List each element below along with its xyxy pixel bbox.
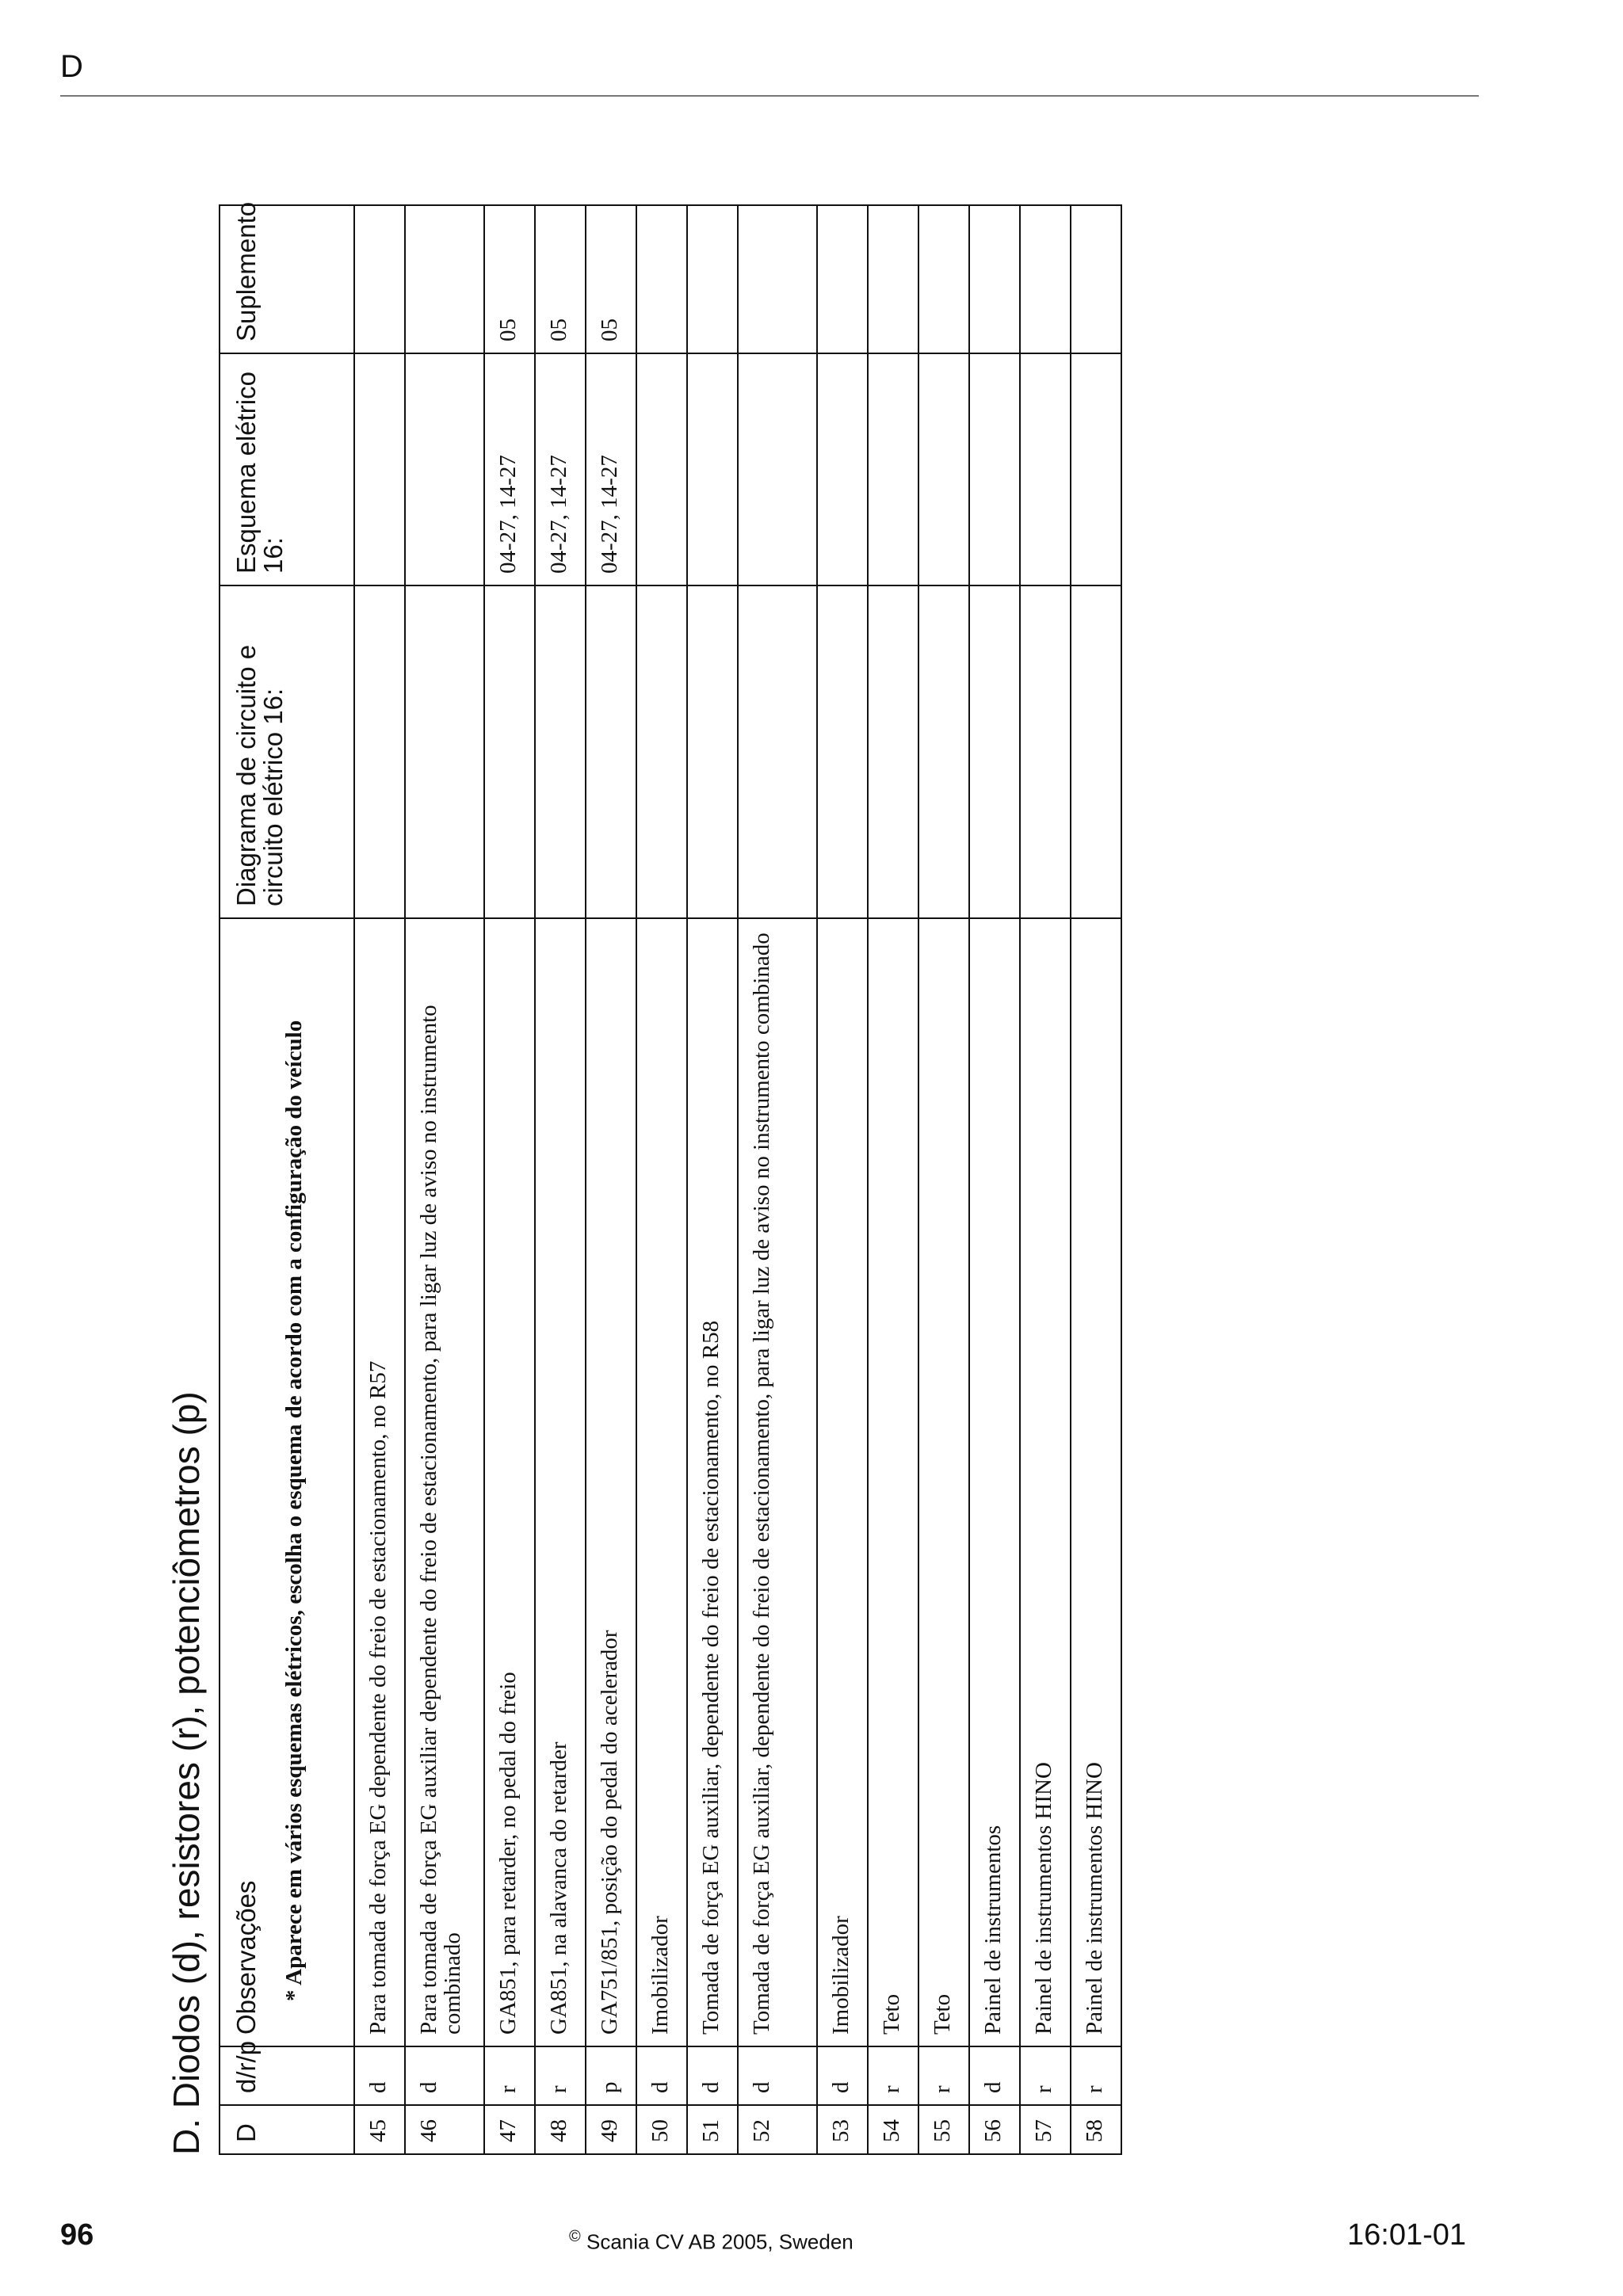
cell-diagrama: [354, 585, 405, 918]
cell-d: 54: [868, 2105, 918, 2154]
col-header-diagrama: Diagrama de circuito e circuito elétrico 16:: [220, 585, 354, 918]
cell-drp: r: [535, 2046, 586, 2105]
cell-diagrama: [868, 585, 918, 918]
table-row: [586, 205, 636, 2154]
cell-suplemento: [636, 205, 687, 353]
cell-suplemento: [1071, 205, 1121, 353]
table-body: [354, 205, 1121, 2154]
cell-observacoes: Para tomada de força EG dependente do freio de estacionamento, no R57: [354, 918, 405, 2046]
cell-observacoes: Painel de instrumentos HINO: [1071, 918, 1121, 2046]
col-header-suplemento: Suplemento: [220, 205, 354, 353]
cell-d: 57: [1020, 2105, 1071, 2154]
cell-suplemento: [918, 205, 969, 353]
cell-esquema: [354, 353, 405, 585]
table-header-row: [220, 205, 354, 2154]
cell-suplemento: 05: [484, 205, 535, 353]
table-row: [354, 205, 405, 2154]
copyright-symbol: ©: [569, 2228, 581, 2245]
cell-diagrama: [636, 585, 687, 918]
cell-drp: d: [405, 2046, 484, 2105]
cell-drp: r: [918, 2046, 969, 2105]
cell-drp: r: [868, 2046, 918, 2105]
cell-esquema: [918, 353, 969, 585]
components-table: [219, 201, 1122, 2155]
cell-observacoes: GA851, para retarder, no pedal do freio: [484, 918, 535, 2046]
cell-drp: p: [586, 2046, 636, 2105]
cell-diagrama: [1020, 585, 1071, 918]
cell-suplemento: [738, 205, 817, 353]
cell-diagrama: [535, 585, 586, 918]
cell-observacoes: Tomada de força EG auxiliar, dependente do freio de estacionamento, para ligar luz de aviso no instrumento combinado: [738, 918, 817, 2046]
cell-observacoes: Painel de instrumentos: [969, 918, 1020, 2046]
cell-drp: d: [738, 2046, 817, 2105]
cell-suplemento: [354, 205, 405, 353]
cell-suplemento: [405, 205, 484, 353]
cell-diagrama: [484, 585, 535, 918]
cell-esquema: [1071, 353, 1121, 585]
cell-d: 49: [586, 2105, 636, 2154]
cell-observacoes: Teto: [868, 918, 918, 2046]
table-row: [868, 205, 918, 2154]
cell-observacoes: Para tomada de força EG auxiliar dependente do freio de estacionamento, para ligar luz de aviso no instrumento combinado: [405, 918, 484, 2046]
cell-drp: d: [354, 2046, 405, 2105]
cell-d: 53: [817, 2105, 868, 2154]
cell-d: 46: [405, 2105, 484, 2154]
table-row: [1020, 205, 1071, 2154]
cell-drp: r: [1071, 2046, 1121, 2105]
cell-d: 45: [354, 2105, 405, 2154]
cell-suplemento: [817, 205, 868, 353]
header-section-letter: D: [60, 49, 83, 84]
cell-d: 51: [687, 2105, 738, 2154]
cell-d: 56: [969, 2105, 1020, 2154]
cell-diagrama: [1071, 585, 1121, 918]
cell-observacoes: GA751/851, posição do pedal do acelerador: [586, 918, 636, 2046]
cell-esquema: [738, 353, 817, 585]
cell-d: 52: [738, 2105, 817, 2154]
col-header-drp: d/r/p: [220, 2046, 354, 2105]
cell-d: 48: [535, 2105, 586, 2154]
cell-esquema: 04-27, 14-27: [484, 353, 535, 585]
cell-esquema: [636, 353, 687, 585]
cell-suplemento: 05: [535, 205, 586, 353]
table-row: [918, 205, 969, 2154]
copyright-text: Scania CV AB 2005, Sweden: [586, 2229, 854, 2254]
cell-diagrama: [687, 585, 738, 918]
cell-esquema: [687, 353, 738, 585]
cell-esquema: [405, 353, 484, 585]
cell-drp: r: [484, 2046, 535, 2105]
cell-esquema: [817, 353, 868, 585]
copyright: [569, 2228, 854, 2255]
table-row: [969, 205, 1020, 2154]
table-row: [405, 205, 484, 2154]
cell-diagrama: [586, 585, 636, 918]
cell-suplemento: [687, 205, 738, 353]
cell-observacoes: Imobilizador: [636, 918, 687, 2046]
header-note: * Aparece em vários esquemas elétricos, escolha o esquema de acordo com a configuração do veículo: [281, 1020, 307, 2001]
cell-esquema: [969, 353, 1020, 585]
cell-diagrama: [969, 585, 1020, 918]
section-title: D. Diodos (d), resistores (r), potenciômetros (p): [166, 1391, 207, 2155]
table-row: [1071, 205, 1121, 2154]
col-header-observacoes-label: Observações: [231, 1880, 261, 2035]
cell-suplemento: [868, 205, 918, 353]
cell-esquema: 04-27, 14-27: [535, 353, 586, 585]
table-row: [636, 205, 687, 2154]
cell-drp: d: [817, 2046, 868, 2105]
cell-observacoes: Painel de instrumentos HINO: [1020, 918, 1071, 2046]
cell-observacoes: Tomada de força EG auxiliar, dependente do freio de estacionamento, no R58: [687, 918, 738, 2046]
cell-d: 55: [918, 2105, 969, 2154]
cell-observacoes: GA851, na alavanca do retarder: [535, 918, 586, 2046]
cell-diagrama: [918, 585, 969, 918]
cell-esquema: [868, 353, 918, 585]
cell-diagrama: [817, 585, 868, 918]
cell-observacoes: Imobilizador: [817, 918, 868, 2046]
table-row: [687, 205, 738, 2154]
table-row: [535, 205, 586, 2154]
cell-drp: d: [636, 2046, 687, 2105]
col-header-d: D: [220, 2105, 354, 2154]
cell-d: 58: [1071, 2105, 1121, 2154]
cell-observacoes: Teto: [918, 918, 969, 2046]
col-header-esquema: Esquema elétrico 16:: [220, 353, 354, 585]
document-code: 16:01-01: [1347, 2218, 1467, 2252]
cell-esquema: 04-27, 14-27: [586, 353, 636, 585]
cell-drp: d: [687, 2046, 738, 2105]
cell-esquema: [1020, 353, 1071, 585]
cell-suplemento: 05: [586, 205, 636, 353]
cell-suplemento: [969, 205, 1020, 353]
cell-drp: r: [1020, 2046, 1071, 2105]
col-header-observacoes: [220, 918, 354, 2046]
header-divider: [60, 95, 1479, 97]
page-number: 96: [60, 2218, 94, 2252]
cell-d: 47: [484, 2105, 535, 2154]
cell-diagrama: [738, 585, 817, 918]
table-row: [484, 205, 535, 2154]
table-row: [817, 205, 868, 2154]
cell-diagrama: [405, 585, 484, 918]
cell-d: 50: [636, 2105, 687, 2154]
cell-suplemento: [1020, 205, 1071, 353]
cell-drp: d: [969, 2046, 1020, 2105]
table-row: [738, 205, 817, 2154]
